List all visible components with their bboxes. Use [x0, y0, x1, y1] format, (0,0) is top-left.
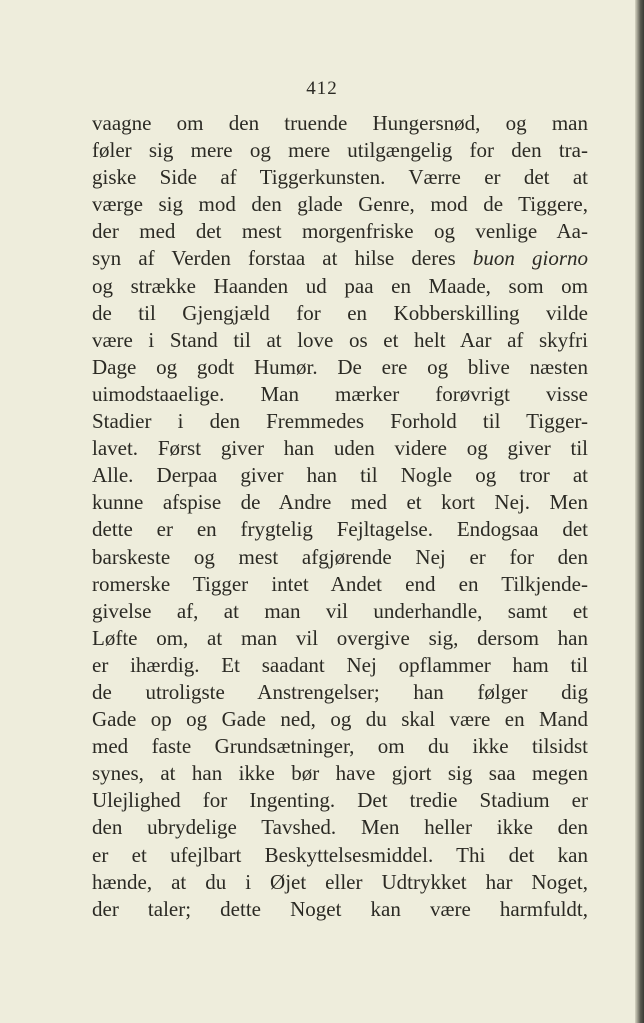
- text-line: givelse af, at man vil underhandle, samt et: [92, 598, 588, 623]
- text-line: de til Gjengjæld for en Kobberskilling vilde: [92, 300, 588, 325]
- text-line-prefix: syn af Verden forstaa at hilse deres: [92, 246, 456, 271]
- text-line: Dage og godt Humør. De ere og blive næsten: [92, 354, 588, 379]
- text-line: er ihærdig. Et saadant Nej opflammer ham til: [92, 652, 588, 677]
- text-line: [92, 245, 588, 272]
- text-line: kunne afspise de Andre med et kort Nej. Men: [92, 490, 588, 515]
- text-line: med faste Grundsætninger, om du ikke tilsidst: [92, 734, 588, 759]
- text-line: lavet. Først giver han uden videre og giver til: [92, 436, 588, 461]
- text-line: romerske Tigger intet Andet end en Tilkjende-: [92, 571, 588, 596]
- text-line: barskeste og mest afgjørende Nej er for den: [92, 544, 588, 569]
- italic-phrase: buon giorno: [472, 246, 589, 271]
- page-number: 412: [306, 78, 338, 99]
- text-line: Ulejlighed for Ingenting. Det tredie Stadium er: [92, 788, 588, 813]
- text-line: de utroligste Anstrengelser; han følger dig: [92, 679, 588, 704]
- text-line: uimodstaaelige. Man mærker forøvrigt visse: [92, 381, 588, 406]
- text-line: være i Stand til at love os et helt Aar af skyfri: [92, 327, 588, 352]
- text-line: Gade op og Gade ned, og du skal være en Mand: [92, 707, 588, 732]
- text-line: der taler; dette Noget kan være harmfuldt,: [92, 896, 588, 921]
- text-line: føler sig mere og mere utilgængelig for den tra-: [92, 138, 588, 163]
- page-edge-shadow: [635, 0, 644, 1023]
- text-line: giske Side af Tiggerkunsten. Værre er det at: [92, 165, 588, 190]
- text-line: Stadier i den Fremmedes Forhold til Tigger-: [92, 409, 588, 434]
- text-line: Alle. Derpaa giver han til Nogle og tror at: [92, 463, 588, 488]
- text-line: er et ufejlbart Beskyttelsesmiddel. Thi det kan: [92, 842, 588, 867]
- text-line: der med det mest morgenfriske og venlige Aa-: [92, 219, 588, 244]
- text-line: vaagne om den truende Hungersnød, og man: [92, 111, 588, 135]
- text-line: Løfte om, at man vil overgive sig, dersom han: [92, 625, 588, 650]
- body-text: [92, 110, 588, 923]
- text-line: hænde, at du i Øjet eller Udtrykket har Noget,: [92, 869, 588, 894]
- text-line: og strække Haanden ud paa en Maade, som om: [92, 273, 588, 298]
- text-line: den ubrydelige Tavshed. Men heller ikke den: [92, 815, 588, 840]
- text-line: værge sig mod den glade Genre, mod de Tiggere,: [92, 192, 588, 217]
- text-line: dette er en frygtelig Fejltagelse. Endogsaa det: [92, 517, 588, 542]
- text-line: synes, at han ikke bør have gjort sig saa megen: [92, 761, 588, 786]
